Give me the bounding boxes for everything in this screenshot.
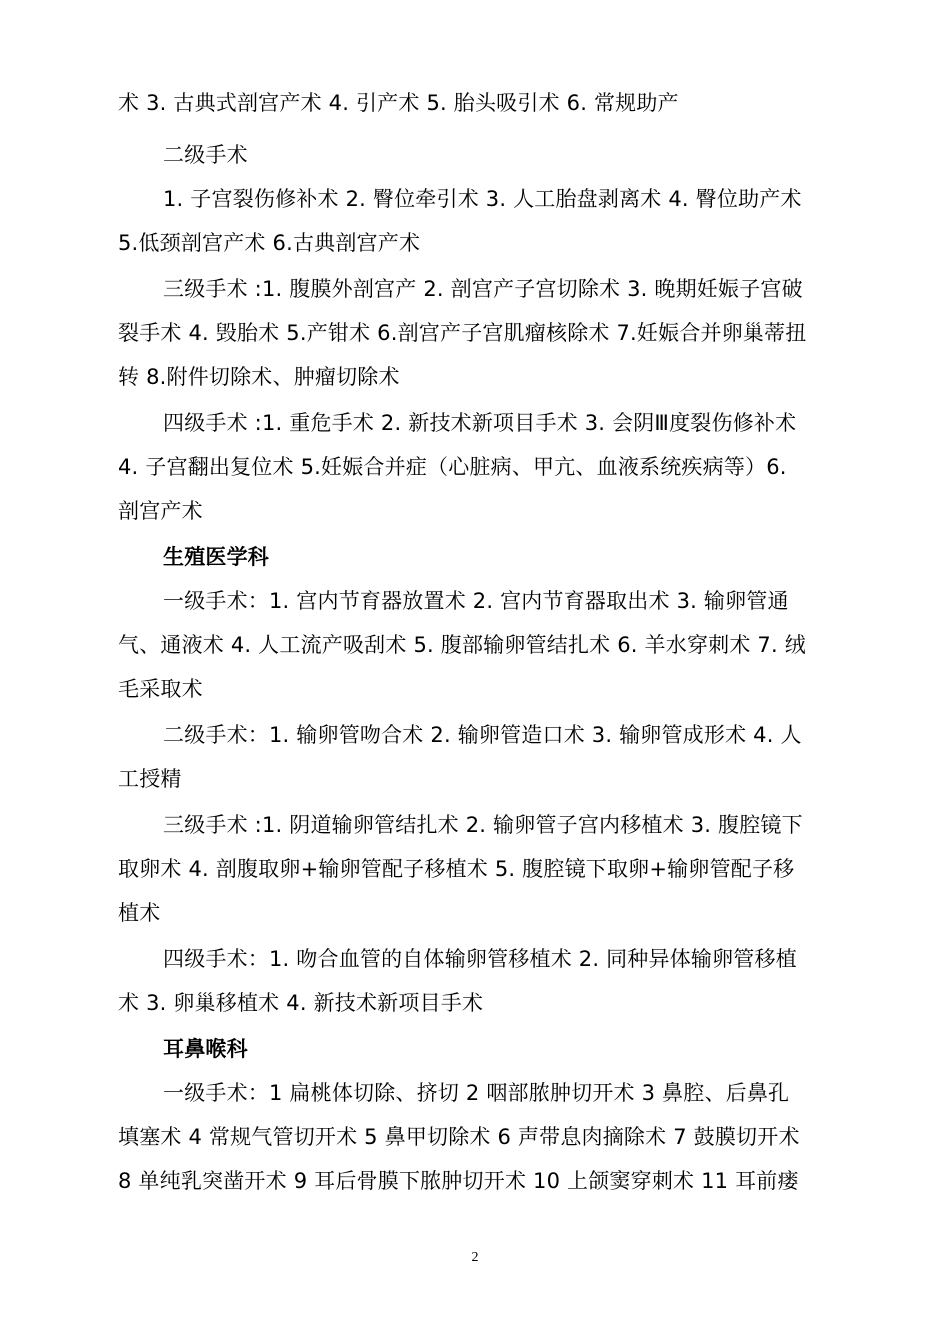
text-line: 一级手术：1 扁桃体切除、挤切 2 咽部脓肿切开术 3 鼻腔、后鼻孔 [163, 1081, 790, 1105]
text-line: 三级手术 :1. 腹膜外剖宫产 2. 剖宫产子宫切除术 3. 晚期妊娠子宫破 [163, 277, 803, 301]
text-line: 一级手术：1. 宫内节育器放置术 2. 宫内节育器取出术 3. 输卵管通 [163, 589, 789, 613]
section-heading-ent: 耳鼻喉科 [163, 1037, 248, 1061]
text-line: 1. 子宫裂伤修补术 2. 臀位牵引术 3. 人工胎盘剥离术 4. 臀位助产术 [163, 187, 802, 211]
text-line: 三级手术 :1. 阴道输卵管结扎术 2. 输卵管子宫内移植术 3. 腹腔镜下 [163, 813, 803, 837]
text-line: 毛采取术 [118, 677, 203, 701]
text-line: 术 3. 古典式剖宫产术 4. 引产术 5. 胎头吸引术 6. 常规助产 [118, 91, 679, 115]
subheading-level-2: 二级手术 [163, 143, 248, 167]
text-line: 四级手术 :1. 重危手术 2. 新技术新项目手术 3. 会阴Ⅲ度裂伤修补术 [163, 411, 797, 435]
text-line: 工授精 [118, 767, 182, 791]
text-line: 剖宫产术 [118, 499, 203, 523]
text-line: 填塞术 4 常规气管切开术 5 鼻甲切除术 6 声带息肉摘除术 7 鼓膜切开术 [118, 1125, 800, 1149]
text-line: 四级手术：1. 吻合血管的自体输卵管移植术 2. 同种异体输卵管移植 [163, 947, 797, 971]
text-line: 取卵术 4. 剖腹取卵+输卵管配子移植术 5. 腹腔镜下取卵+输卵管配子移 [118, 857, 795, 881]
page-number: 2 [471, 1250, 479, 1265]
text-line: 气、通液术 4. 人工流产吸刮术 5. 腹部输卵管结扎术 6. 羊水穿刺术 7. 绒 [118, 633, 806, 657]
text-line: 转 8.附件切除术、肿瘤切除术 [118, 365, 400, 389]
text-line: 8 单纯乳突凿开术 9 耳后骨膜下脓肿切开术 10 上颌窦穿刺术 11 耳前瘘 [118, 1169, 799, 1193]
text-line: 二级手术：1. 输卵管吻合术 2. 输卵管造口术 3. 输卵管成形术 4. 人 [163, 723, 802, 747]
section-heading-reproductive-medicine: 生殖医学科 [163, 545, 269, 569]
text-line: 裂手术 4. 毁胎术 5.产钳术 6.剖宫产子宫肌瘤核除术 7.妊娠合并卵巢蒂扭 [118, 321, 807, 345]
text-line: 4. 子宫翻出复位术 5.妊娠合并症（心脏病、甲亢、血液系统疾病等）6. [118, 455, 787, 479]
text-line: 术 3. 卵巢移植术 4. 新技术新项目手术 [118, 991, 484, 1015]
text-line: 植术 [118, 901, 161, 925]
text-line: 5.低颈剖宫产术 6.古典剖宫产术 [118, 231, 421, 255]
